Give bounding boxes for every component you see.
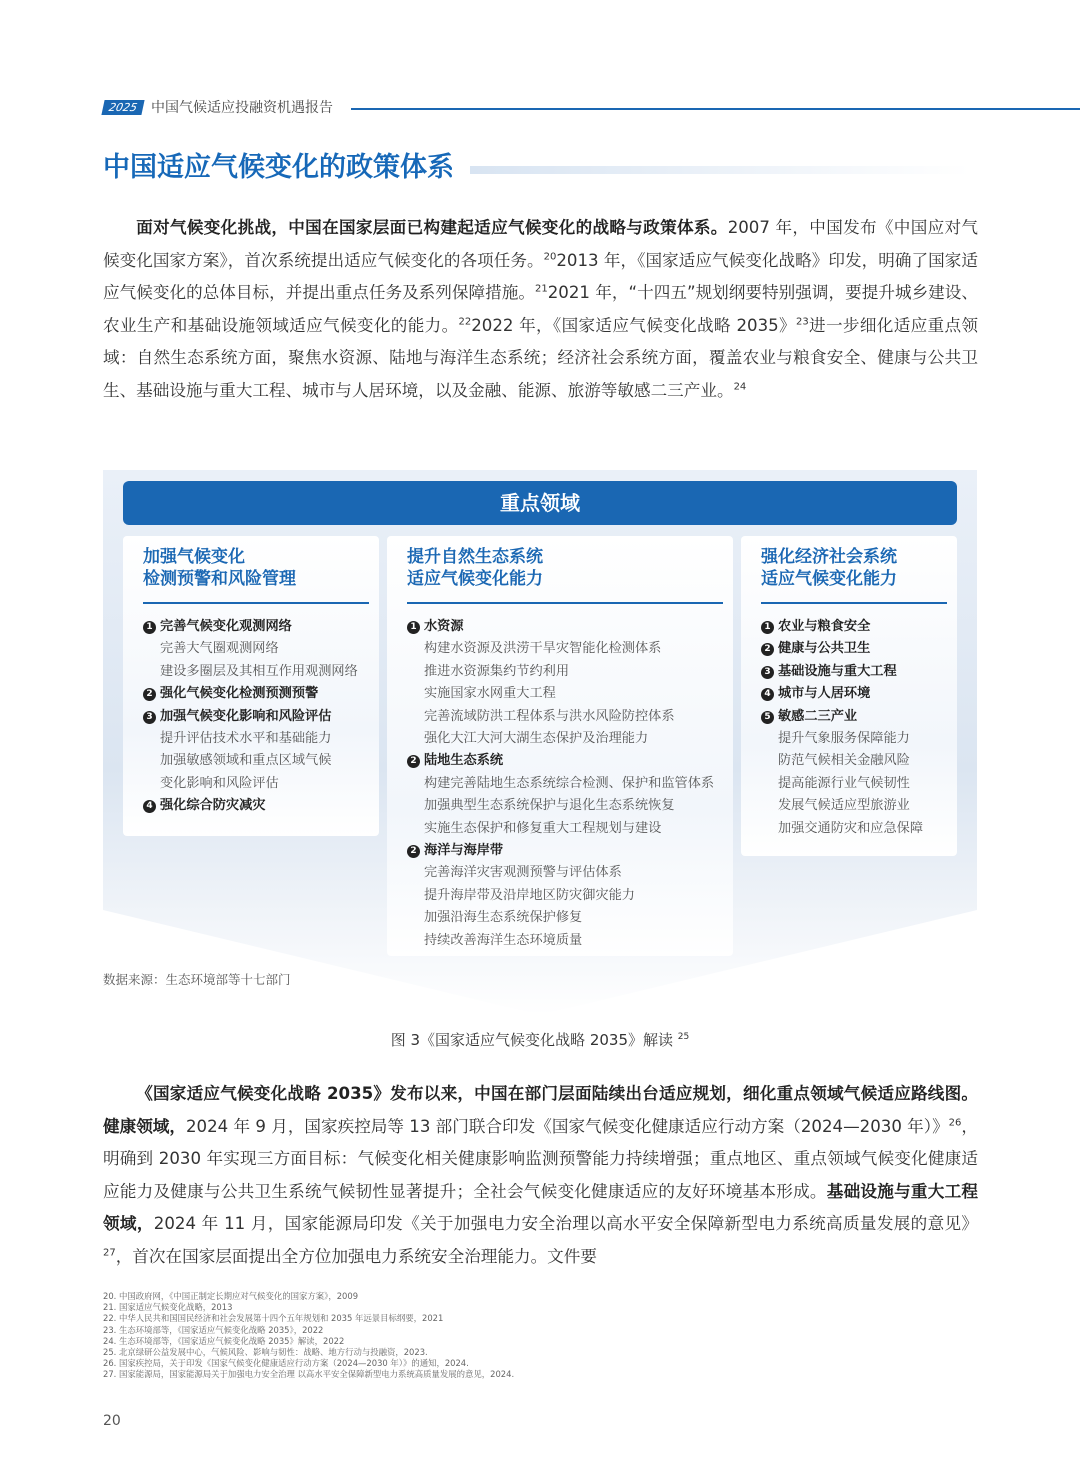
footnote: 21. 国家适应气候变化战略，2013 bbox=[103, 1302, 233, 1313]
list-item-text: 健康与公共卫生 bbox=[778, 641, 871, 657]
list-item-text: 城市与人居环境 bbox=[778, 686, 871, 702]
list-item-text: 构建完善陆地生态系统综合检测、保护和监管体系 bbox=[424, 775, 715, 791]
list-item-text: 强化大江大河大湖生态保护及治理能力 bbox=[424, 731, 649, 747]
list-item bbox=[407, 862, 729, 884]
list-item bbox=[143, 728, 375, 750]
number-badge-icon: 1 bbox=[761, 621, 774, 634]
footnote-ref: 26 bbox=[948, 1117, 962, 1129]
paragraph-text: ，明确到 2030 年实现三方面目标：气候变化相关健康影响监测预警能力持续增强；重点地区、重点领域气候变化健康适应能力及健康与公共卫生系统气候韧性显著提升；全社会气候变化健康适应的友好环境基本形成。 bbox=[103, 1116, 979, 1201]
list-item-text: 构建水资源及洪涝干旱灾智能化检测体系 bbox=[424, 641, 662, 657]
list-item bbox=[407, 706, 729, 728]
footnote-ref: 25 bbox=[677, 1032, 690, 1042]
list-item-text: 完善气候变化观测网络 bbox=[160, 619, 292, 634]
list-item-text: 完善流域防洪工程体系与洪水风险防控体系 bbox=[424, 708, 675, 724]
number-badge-icon: 2 bbox=[407, 845, 420, 858]
footnote-ref: 22 bbox=[458, 316, 472, 328]
list-item bbox=[143, 706, 375, 728]
footnote: 22. 中华人民共和国国民经济和社会发展第十四个五年规划和 2035 年远景目标纲要，2021 bbox=[103, 1313, 444, 1324]
paragraph-bold-lead: 《国家适应气候变化战略 2035》发布以来，中国在部门层面陆续出台适应规划，细化重点领域气候适应路线图。健康领域， bbox=[103, 1084, 978, 1136]
footnote: 24. 生态环境部等，《国家适应气候变化战略 2035》解读，2022 bbox=[103, 1335, 345, 1346]
list-item-text: 防范气候相关金融风险 bbox=[778, 753, 910, 769]
list-item bbox=[407, 638, 729, 660]
list-item bbox=[143, 773, 375, 795]
list-item-text: 海洋与海岸带 bbox=[424, 843, 504, 859]
page-number: 20 bbox=[103, 1413, 121, 1429]
paragraph-intro bbox=[103, 212, 978, 408]
paragraph-text: 2024 年 9 月，国家疾控局等 13 部门联合印发《国家气候变化健康适应行动方案（2024—2030 年）》 bbox=[186, 1116, 949, 1136]
header-divider bbox=[351, 108, 1080, 110]
number-badge-icon: 3 bbox=[761, 666, 774, 679]
list-item-text: 建设多圈层及其相互作用观测网络 bbox=[160, 663, 358, 679]
list-item-text: 敏感二三产业 bbox=[778, 708, 858, 724]
list-item-text: 变化影响和风险评估 bbox=[160, 775, 279, 791]
list-item-text: 完善海洋灾害观测预警与评估体系 bbox=[424, 865, 622, 881]
footnote-ref: 27 bbox=[103, 1247, 116, 1259]
list-item bbox=[143, 750, 375, 772]
footnote: 20. 中国政府网，《中国正制定长期应对气候变化的国家方案》，2009 bbox=[103, 1291, 359, 1301]
list-item bbox=[143, 683, 375, 705]
list-item-text: 强化气候变化检测预测预警 bbox=[160, 686, 319, 702]
footnote-ref: 21 bbox=[535, 283, 548, 295]
number-badge-icon: 2 bbox=[761, 643, 774, 656]
list-item bbox=[407, 616, 729, 638]
number-badge-icon: 3 bbox=[143, 711, 156, 724]
list-item-text: 加强交通防灾和应急保障 bbox=[778, 820, 924, 836]
column-economic-social bbox=[741, 536, 957, 856]
list-item bbox=[143, 616, 375, 638]
list-item-text: 完善大气圈观测网络 bbox=[160, 641, 279, 657]
key-areas-figure bbox=[103, 470, 977, 1015]
list-item bbox=[407, 907, 729, 929]
column-title: 提升自然生态系统 适应气候变化能力 bbox=[407, 546, 723, 604]
list-item-text: 基础设施与重大工程 bbox=[778, 663, 897, 679]
list-item-text: 实施生态保护和修复重大工程规划与建设 bbox=[424, 820, 662, 836]
column-list bbox=[407, 616, 729, 952]
number-badge-icon: 2 bbox=[143, 688, 156, 701]
list-item bbox=[143, 795, 375, 817]
list-item-text: 加强典型生态系统保护与退化生态系统恢复 bbox=[424, 798, 675, 814]
paragraph-text: 2022 年，《国家适应气候变化战略 2035》 bbox=[471, 315, 796, 335]
list-item bbox=[407, 818, 729, 840]
number-badge-icon: 4 bbox=[761, 688, 774, 701]
paragraph-text: 2024 年 11 月，国家能源局印发《关于加强电力安全治理以高水平安全保障新型电力系统高质量发展的意见》 bbox=[153, 1214, 979, 1234]
figure-header: 重点领域 bbox=[123, 481, 957, 525]
list-item-text: 水资源 bbox=[424, 619, 464, 634]
year-badge: 2025 bbox=[101, 100, 144, 115]
list-item-text: 提升海岸带及沿岸地区防灾御灾能力 bbox=[424, 887, 635, 903]
title-underline bbox=[470, 166, 970, 174]
report-title: 中国气候适应投融资机遇报告 bbox=[151, 100, 333, 116]
list-item bbox=[761, 818, 953, 840]
list-item bbox=[407, 683, 729, 705]
list-item bbox=[761, 638, 953, 660]
list-item-text: 强化综合防灾减灾 bbox=[160, 798, 266, 814]
column-list bbox=[761, 616, 953, 840]
list-item bbox=[761, 773, 953, 795]
footnote: 26. 国家疾控局，关于印发《国家气候变化健康适应行动方案（2024—2030 年）》的通知，2024. bbox=[103, 1358, 469, 1369]
list-item bbox=[407, 728, 729, 750]
list-item-text: 持续改善海洋生态环境质量 bbox=[424, 932, 583, 948]
column-title: 强化经济社会系统 适应气候变化能力 bbox=[761, 546, 947, 604]
column-natural-ecosystems bbox=[387, 536, 733, 956]
number-badge-icon: 1 bbox=[143, 621, 156, 634]
list-item-text: 推进水资源集约节约利用 bbox=[424, 663, 570, 679]
column-list bbox=[143, 616, 375, 818]
list-item bbox=[407, 930, 729, 952]
list-item bbox=[761, 706, 953, 728]
list-item bbox=[143, 661, 375, 683]
list-item bbox=[761, 661, 953, 683]
footnote: 23. 生态环境部等，《国家适应气候变化战略 2035》，2022 bbox=[103, 1324, 324, 1335]
paragraph-text: 2007 年，中国发布《中国应对气候变化国家方案》，首次系统提出适应气候变化的各项任务。 bbox=[103, 218, 978, 270]
list-item-text: 实施国家水网重大工程 bbox=[424, 686, 556, 702]
page-header bbox=[103, 98, 1080, 120]
paragraph-sector-plans bbox=[103, 1078, 978, 1274]
list-item bbox=[761, 750, 953, 772]
column-climate-monitoring bbox=[123, 536, 379, 836]
paragraph-text: ，首次在国家层面提出全方位加强电力系统安全治理能力。文件要 bbox=[115, 1246, 597, 1266]
figure-caption: 图 3《国家适应气候变化战略 2035》解读 $^{25}$ bbox=[390, 1031, 690, 1049]
list-item bbox=[407, 795, 729, 817]
footnote-ref: 20 bbox=[543, 251, 557, 263]
list-item-text: 加强敏感领域和重点区域气候 bbox=[160, 753, 332, 769]
footnote: 25. 北京绿研公益发展中心，气候风险、影响与韧性：战略、地方行动与投融资，2023. bbox=[103, 1347, 428, 1358]
list-item bbox=[407, 773, 729, 795]
footnote: 27. 国家能源局，国家能源局关于加强电力安全治理 以高水平安全保障新型电力系统高质量发展的意见，2024. bbox=[103, 1369, 515, 1380]
list-item bbox=[143, 638, 375, 660]
footnotes bbox=[103, 1291, 978, 1381]
list-item-text: 农业与粮食安全 bbox=[778, 619, 871, 634]
list-item-text: 提升气象服务保障能力 bbox=[778, 731, 910, 747]
footnote-ref: 24 bbox=[733, 381, 747, 393]
paragraph-text: 2013 年，《国家适应气候变化战略》印发，明确了国家适应气候变化的总体目标，并提出重点任务及系列保障措施。 bbox=[103, 250, 979, 303]
list-item bbox=[761, 795, 953, 817]
paragraph-text: 进一步细化适应重点领域：自然生态系统方面，聚焦水资源、陆地与海洋生态系统；经济社会系统方面，覆盖农业与粮食安全、健康与公共卫生、基础设施与重大工程、城市与人居环境，以及金融、能源、旅游等敏感二三产业。 bbox=[103, 315, 979, 400]
number-badge-icon: 2 bbox=[407, 755, 420, 768]
list-item-text: 加强气候变化影响和风险评估 bbox=[160, 708, 332, 724]
list-item bbox=[761, 728, 953, 750]
section-title: 中国适应气候变化的政策体系 bbox=[103, 152, 454, 183]
paragraph-bold-lead: 面对气候变化挑战，中国在国家层面已构建起适应气候变化的战略与政策体系。 bbox=[136, 218, 728, 237]
list-item bbox=[761, 616, 953, 638]
list-item bbox=[761, 683, 953, 705]
list-item-text: 提高能源行业气候韧性 bbox=[778, 775, 910, 791]
list-item bbox=[407, 885, 729, 907]
list-item bbox=[407, 661, 729, 683]
number-badge-icon: 1 bbox=[407, 621, 420, 634]
number-badge-icon: 4 bbox=[143, 800, 156, 813]
list-item-text: 提升评估技术水平和基础能力 bbox=[160, 731, 332, 747]
list-item-text: 陆地生态系统 bbox=[424, 753, 504, 769]
paragraph-bold-lead: 基础设施与重大工程领域， bbox=[103, 1181, 979, 1234]
data-source: 数据来源：生态环境部等十七部门 bbox=[103, 972, 291, 987]
list-item-text: 加强沿海生态系统保护修复 bbox=[424, 910, 583, 926]
list-item-text: 发展气候适应型旅游业 bbox=[778, 798, 910, 814]
list-item bbox=[407, 750, 729, 772]
list-item bbox=[407, 840, 729, 862]
column-title: 加强气候变化 检测预警和风险管理 bbox=[143, 546, 369, 604]
paragraph-text: 2021 年，“十四五”规划纲要特别强调，要提升城乡建设、农业生产和基础设施领域适应气候变化的能力。 bbox=[103, 283, 979, 335]
footnote-ref: 23 bbox=[795, 316, 809, 328]
number-badge-icon: 5 bbox=[761, 711, 774, 724]
